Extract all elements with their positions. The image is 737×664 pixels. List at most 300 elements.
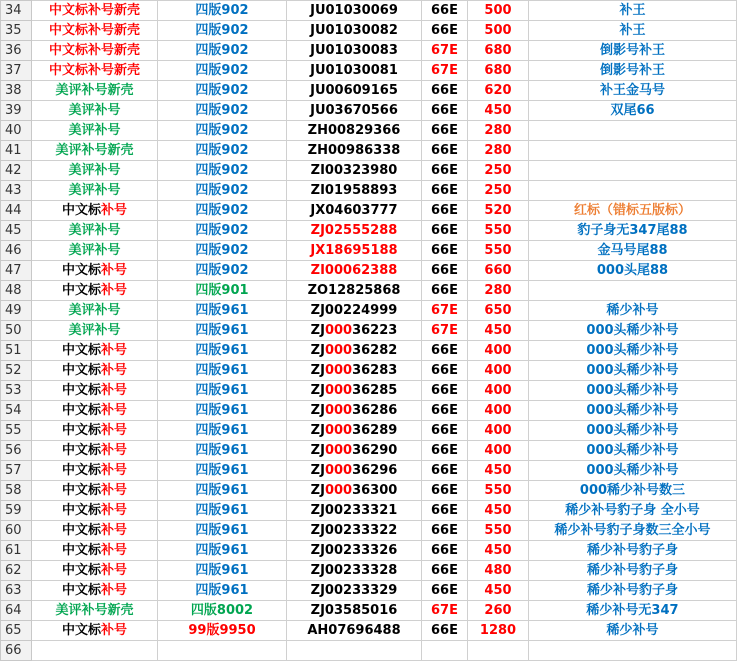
note-cell[interactable]: [529, 461, 737, 481]
table-row: [1, 421, 737, 441]
version-cell[interactable]: [158, 1, 287, 21]
price-cell[interactable]: [468, 241, 529, 261]
note-cell-text: 000头稀少补号: [586, 383, 679, 398]
price-cell[interactable]: [468, 561, 529, 581]
price-cell[interactable]: [468, 401, 529, 421]
price-cell[interactable]: [468, 461, 529, 481]
empty-cell[interactable]: [32, 641, 158, 661]
serial-cell-text: 36289: [352, 423, 398, 438]
note-cell[interactable]: [529, 261, 737, 281]
note-cell[interactable]: [529, 361, 737, 381]
category-cell[interactable]: [32, 141, 158, 161]
category-cell[interactable]: [32, 381, 158, 401]
category-cell-text: 中文标补号新壳: [48, 63, 140, 78]
serial-cell[interactable]: [287, 121, 422, 141]
category-cell[interactable]: [32, 161, 158, 181]
size-cell[interactable]: [422, 161, 468, 181]
price-cell-text: 260: [484, 603, 512, 618]
size-cell-text: 66E: [431, 143, 458, 158]
serial-cell[interactable]: [287, 461, 422, 481]
price-cell[interactable]: [468, 541, 529, 561]
category-cell[interactable]: [32, 541, 158, 561]
empty-cell[interactable]: [529, 641, 737, 661]
note-cell-text: 稀少补号: [606, 303, 659, 318]
size-cell[interactable]: [422, 381, 468, 401]
category-cell[interactable]: [32, 621, 158, 641]
version-cell[interactable]: [158, 41, 287, 61]
note-cell[interactable]: [529, 301, 737, 321]
serial-cell[interactable]: [287, 101, 422, 121]
table-row: [1, 621, 737, 641]
size-cell[interactable]: [422, 461, 468, 481]
serial-cell[interactable]: [287, 21, 422, 41]
row-header[interactable]: 34: [1, 1, 32, 21]
version-cell[interactable]: [158, 101, 287, 121]
price-cell-text: 680: [484, 63, 512, 78]
version-cell[interactable]: [158, 541, 287, 561]
price-cell[interactable]: [468, 61, 529, 81]
category-cell[interactable]: [32, 101, 158, 121]
size-cell[interactable]: [422, 401, 468, 421]
serial-cell[interactable]: [287, 341, 422, 361]
category-cell[interactable]: [32, 301, 158, 321]
category-cell-text: 补号: [101, 283, 128, 298]
price-cell[interactable]: [468, 361, 529, 381]
version-cell[interactable]: [158, 481, 287, 501]
category-cell[interactable]: [32, 601, 158, 621]
serial-cell[interactable]: [287, 561, 422, 581]
price-cell[interactable]: [468, 1, 529, 21]
table-row: [1, 41, 737, 61]
serial-cell[interactable]: [287, 401, 422, 421]
price-cell[interactable]: [468, 141, 529, 161]
table-row: [1, 581, 737, 601]
note-cell[interactable]: [529, 421, 737, 441]
note-cell-text: 000头稀少补号: [586, 323, 679, 338]
empty-cell[interactable]: [422, 641, 468, 661]
size-cell[interactable]: [422, 221, 468, 241]
note-cell[interactable]: [529, 281, 737, 301]
category-cell[interactable]: [32, 181, 158, 201]
note-cell-text: 倒影号补王: [599, 63, 665, 78]
row-header[interactable]: 49: [1, 301, 32, 321]
category-cell[interactable]: [32, 421, 158, 441]
note-cell[interactable]: [529, 181, 737, 201]
serial-cell[interactable]: [287, 201, 422, 221]
row-header[interactable]: 55: [1, 421, 32, 441]
version-cell[interactable]: [158, 81, 287, 101]
price-cell-text: 250: [484, 183, 512, 198]
size-cell[interactable]: [422, 301, 468, 321]
size-cell[interactable]: [422, 621, 468, 641]
size-cell-text: 66E: [431, 523, 458, 538]
row-header[interactable]: 35: [1, 21, 32, 41]
size-cell-text: 66E: [431, 403, 458, 418]
serial-cell[interactable]: [287, 541, 422, 561]
empty-cell[interactable]: [468, 641, 529, 661]
serial-cell-text: ZJ: [310, 423, 325, 438]
row-header[interactable]: 43: [1, 181, 32, 201]
category-cell-text: 美评补号: [68, 163, 121, 178]
note-cell-text: 稀少补号豹子身数三全小号: [554, 523, 711, 538]
serial-cell[interactable]: [287, 141, 422, 161]
price-cell[interactable]: [468, 261, 529, 281]
price-cell[interactable]: [468, 421, 529, 441]
version-cell[interactable]: [158, 601, 287, 621]
size-cell[interactable]: [422, 61, 468, 81]
price-cell[interactable]: [468, 441, 529, 461]
price-cell[interactable]: [468, 481, 529, 501]
version-cell-text: 四版961: [195, 583, 249, 598]
row-header[interactable]: 54: [1, 401, 32, 421]
version-cell[interactable]: [158, 341, 287, 361]
size-cell[interactable]: [422, 501, 468, 521]
category-cell-text: 中文标: [61, 423, 101, 438]
note-cell[interactable]: [529, 201, 737, 221]
note-cell[interactable]: [529, 101, 737, 121]
note-cell[interactable]: [529, 1, 737, 21]
serial-cell[interactable]: [287, 481, 422, 501]
version-cell[interactable]: [158, 161, 287, 181]
table-row: [1, 461, 737, 481]
row-header[interactable]: 53: [1, 381, 32, 401]
version-cell[interactable]: [158, 21, 287, 41]
serial-cell[interactable]: [287, 381, 422, 401]
price-cell[interactable]: [468, 81, 529, 101]
version-cell[interactable]: [158, 321, 287, 341]
serial-cell[interactable]: [287, 161, 422, 181]
version-cell[interactable]: [158, 221, 287, 241]
price-cell-text: 280: [484, 143, 512, 158]
table-row: [1, 301, 737, 321]
size-cell[interactable]: [422, 541, 468, 561]
serial-cell[interactable]: [287, 441, 422, 461]
note-cell[interactable]: [529, 41, 737, 61]
row-header[interactable]: 41: [1, 141, 32, 161]
size-cell[interactable]: [422, 441, 468, 461]
version-cell[interactable]: [158, 361, 287, 381]
price-cell[interactable]: [468, 201, 529, 221]
category-cell[interactable]: [32, 21, 158, 41]
category-cell[interactable]: [32, 581, 158, 601]
note-cell[interactable]: [529, 321, 737, 341]
category-cell[interactable]: [32, 61, 158, 81]
row-header[interactable]: 56: [1, 441, 32, 461]
row-header[interactable]: 37: [1, 61, 32, 81]
size-cell[interactable]: [422, 181, 468, 201]
serial-cell[interactable]: [287, 601, 422, 621]
version-cell-text: 四版902: [195, 123, 249, 138]
serial-cell[interactable]: [287, 521, 422, 541]
note-cell[interactable]: [529, 401, 737, 421]
serial-cell[interactable]: [287, 281, 422, 301]
category-cell[interactable]: [32, 81, 158, 101]
category-cell[interactable]: [32, 501, 158, 521]
price-cell[interactable]: [468, 621, 529, 641]
price-cell[interactable]: [468, 301, 529, 321]
note-cell[interactable]: [529, 61, 737, 81]
serial-cell[interactable]: [287, 221, 422, 241]
row-header[interactable]: 61: [1, 541, 32, 561]
version-cell[interactable]: [158, 181, 287, 201]
version-cell[interactable]: [158, 561, 287, 581]
size-cell[interactable]: [422, 81, 468, 101]
price-cell[interactable]: [468, 321, 529, 341]
serial-cell-text: ZJ00233321: [310, 503, 398, 518]
price-cell-text: 400: [484, 403, 512, 418]
row-header[interactable]: 60: [1, 521, 32, 541]
version-cell[interactable]: [158, 241, 287, 261]
row-header[interactable]: 51: [1, 341, 32, 361]
category-cell[interactable]: [32, 221, 158, 241]
category-cell-text: 补号: [101, 263, 128, 278]
size-cell[interactable]: [422, 201, 468, 221]
note-cell[interactable]: [529, 501, 737, 521]
price-cell[interactable]: [468, 601, 529, 621]
version-cell-text: 四版902: [195, 183, 249, 198]
note-cell-text: 稀少补号豹子身: [586, 543, 678, 558]
category-cell[interactable]: [32, 561, 158, 581]
category-cell[interactable]: [32, 441, 158, 461]
category-cell-text: 中文标: [61, 583, 101, 598]
category-cell[interactable]: [32, 241, 158, 261]
price-cell[interactable]: [468, 41, 529, 61]
row-header[interactable]: 39: [1, 101, 32, 121]
note-cell[interactable]: [529, 621, 737, 641]
price-cell[interactable]: [468, 161, 529, 181]
size-cell-text: 66E: [431, 3, 458, 18]
note-cell-text: 补王金马号: [599, 83, 665, 98]
version-cell[interactable]: [158, 301, 287, 321]
note-cell[interactable]: [529, 161, 737, 181]
version-cell[interactable]: [158, 461, 287, 481]
note-cell[interactable]: [529, 241, 737, 261]
price-cell[interactable]: [468, 381, 529, 401]
note-cell[interactable]: [529, 381, 737, 401]
row-header[interactable]: 58: [1, 481, 32, 501]
serial-cell[interactable]: [287, 261, 422, 281]
serial-cell[interactable]: [287, 301, 422, 321]
category-cell[interactable]: [32, 461, 158, 481]
category-cell-text: 美评补号新壳: [55, 603, 134, 618]
size-cell[interactable]: [422, 261, 468, 281]
category-cell-text: 补号: [101, 363, 128, 378]
category-cell[interactable]: [32, 521, 158, 541]
table-row: [1, 81, 737, 101]
price-cell-text: 400: [484, 383, 512, 398]
size-cell-text: 66E: [431, 263, 458, 278]
row-header[interactable]: 45: [1, 221, 32, 241]
size-cell[interactable]: [422, 561, 468, 581]
version-cell[interactable]: [158, 421, 287, 441]
size-cell[interactable]: [422, 521, 468, 541]
version-cell-text: 四版961: [195, 543, 249, 558]
size-cell-text: 66E: [431, 583, 458, 598]
row-header[interactable]: 50: [1, 321, 32, 341]
note-cell[interactable]: [529, 441, 737, 461]
size-cell-text: 66E: [431, 483, 458, 498]
size-cell-text: 67E: [431, 43, 458, 58]
row-header[interactable]: 52: [1, 361, 32, 381]
price-cell-text: 550: [484, 223, 512, 238]
serial-cell[interactable]: [287, 81, 422, 101]
category-cell[interactable]: [32, 361, 158, 381]
size-cell[interactable]: [422, 1, 468, 21]
table-row: [1, 161, 737, 181]
serial-cell[interactable]: [287, 41, 422, 61]
size-cell[interactable]: [422, 121, 468, 141]
size-cell[interactable]: [422, 581, 468, 601]
serial-cell[interactable]: [287, 61, 422, 81]
category-cell[interactable]: [32, 121, 158, 141]
size-cell[interactable]: [422, 321, 468, 341]
size-cell[interactable]: [422, 101, 468, 121]
price-cell[interactable]: [468, 341, 529, 361]
category-cell-text: 补号: [101, 503, 128, 518]
version-cell[interactable]: [158, 581, 287, 601]
note-cell[interactable]: [529, 561, 737, 581]
size-cell[interactable]: [422, 21, 468, 41]
row-header[interactable]: 48: [1, 281, 32, 301]
category-cell-text: 美评补号: [68, 323, 121, 338]
note-cell[interactable]: [529, 341, 737, 361]
row-header[interactable]: 44: [1, 201, 32, 221]
note-cell[interactable]: [529, 141, 737, 161]
category-cell-text: 中文标: [61, 283, 101, 298]
version-cell[interactable]: [158, 201, 287, 221]
version-cell-text: 四版902: [195, 223, 249, 238]
size-cell-text: 66E: [431, 103, 458, 118]
size-cell[interactable]: [422, 41, 468, 61]
price-cell[interactable]: [468, 121, 529, 141]
row-header[interactable]: 46: [1, 241, 32, 261]
serial-cell[interactable]: [287, 501, 422, 521]
version-cell[interactable]: [158, 141, 287, 161]
version-cell[interactable]: [158, 501, 287, 521]
category-cell[interactable]: [32, 321, 158, 341]
row-header[interactable]: 47: [1, 261, 32, 281]
empty-cell[interactable]: [158, 641, 287, 661]
price-cell-text: 250: [484, 163, 512, 178]
price-cell[interactable]: [468, 281, 529, 301]
version-cell[interactable]: [158, 61, 287, 81]
note-cell[interactable]: [529, 521, 737, 541]
row-header[interactable]: 57: [1, 461, 32, 481]
note-cell-text: 000稀少补号数三: [579, 483, 686, 498]
price-cell[interactable]: [468, 521, 529, 541]
serial-cell-text: ZI00323980: [310, 163, 398, 178]
category-cell-text: 补号: [101, 543, 128, 558]
version-cell[interactable]: [158, 401, 287, 421]
serial-cell[interactable]: [287, 621, 422, 641]
empty-cell[interactable]: [287, 641, 422, 661]
row-header[interactable]: 65: [1, 621, 32, 641]
version-cell[interactable]: [158, 621, 287, 641]
category-cell[interactable]: [32, 41, 158, 61]
serial-cell-text: ZI01958893: [310, 183, 398, 198]
price-cell[interactable]: [468, 101, 529, 121]
price-cell-text: 280: [484, 123, 512, 138]
size-cell-text: 66E: [431, 443, 458, 458]
row-header[interactable]: 38: [1, 81, 32, 101]
size-cell[interactable]: [422, 281, 468, 301]
note-cell[interactable]: [529, 581, 737, 601]
serial-cell-text: ZJ: [310, 323, 325, 338]
row-header[interactable]: 64: [1, 601, 32, 621]
serial-cell-text: 000: [324, 443, 353, 458]
version-cell[interactable]: [158, 521, 287, 541]
price-cell[interactable]: [468, 21, 529, 41]
category-cell[interactable]: [32, 341, 158, 361]
price-cell[interactable]: [468, 501, 529, 521]
serial-cell[interactable]: [287, 361, 422, 381]
size-cell-text: 66E: [431, 623, 458, 638]
size-cell-text: 66E: [431, 563, 458, 578]
version-cell[interactable]: [158, 281, 287, 301]
size-cell-text: 66E: [431, 83, 458, 98]
size-cell[interactable]: [422, 601, 468, 621]
serial-cell[interactable]: [287, 1, 422, 21]
version-cell[interactable]: [158, 261, 287, 281]
note-cell[interactable]: [529, 121, 737, 141]
category-cell-text: 补号: [101, 583, 128, 598]
note-cell[interactable]: [529, 81, 737, 101]
category-cell[interactable]: [32, 1, 158, 21]
version-cell[interactable]: [158, 381, 287, 401]
version-cell[interactable]: [158, 121, 287, 141]
note-cell[interactable]: [529, 601, 737, 621]
note-cell[interactable]: [529, 221, 737, 241]
note-cell[interactable]: [529, 541, 737, 561]
serial-cell[interactable]: [287, 581, 422, 601]
price-cell-text: 450: [484, 543, 512, 558]
serial-cell[interactable]: [287, 181, 422, 201]
version-cell-text: 四版961: [195, 403, 249, 418]
price-cell[interactable]: [468, 221, 529, 241]
row-header[interactable]: 62: [1, 561, 32, 581]
category-cell[interactable]: [32, 261, 158, 281]
price-cell[interactable]: [468, 581, 529, 601]
serial-cell[interactable]: [287, 421, 422, 441]
row-header[interactable]: 40: [1, 121, 32, 141]
version-cell[interactable]: [158, 441, 287, 461]
size-cell[interactable]: [422, 421, 468, 441]
price-cell-text: 450: [484, 503, 512, 518]
price-cell[interactable]: [468, 181, 529, 201]
category-cell[interactable]: [32, 201, 158, 221]
serial-cell[interactable]: [287, 321, 422, 341]
note-cell-text: 000头稀少补号: [586, 443, 679, 458]
category-cell-text: 美评补号: [68, 183, 121, 198]
row-header[interactable]: 63: [1, 581, 32, 601]
category-cell[interactable]: [32, 281, 158, 301]
row-header[interactable]: 59: [1, 501, 32, 521]
size-cell[interactable]: [422, 481, 468, 501]
size-cell[interactable]: [422, 361, 468, 381]
category-cell[interactable]: [32, 481, 158, 501]
note-cell[interactable]: [529, 481, 737, 501]
serial-cell[interactable]: [287, 241, 422, 261]
row-header[interactable]: 42: [1, 161, 32, 181]
category-cell[interactable]: [32, 401, 158, 421]
size-cell[interactable]: [422, 241, 468, 261]
row-header[interactable]: 36: [1, 41, 32, 61]
row-header[interactable]: 66: [1, 641, 32, 661]
size-cell[interactable]: [422, 141, 468, 161]
size-cell[interactable]: [422, 341, 468, 361]
note-cell[interactable]: [529, 21, 737, 41]
category-cell-text: 中文标: [61, 403, 101, 418]
